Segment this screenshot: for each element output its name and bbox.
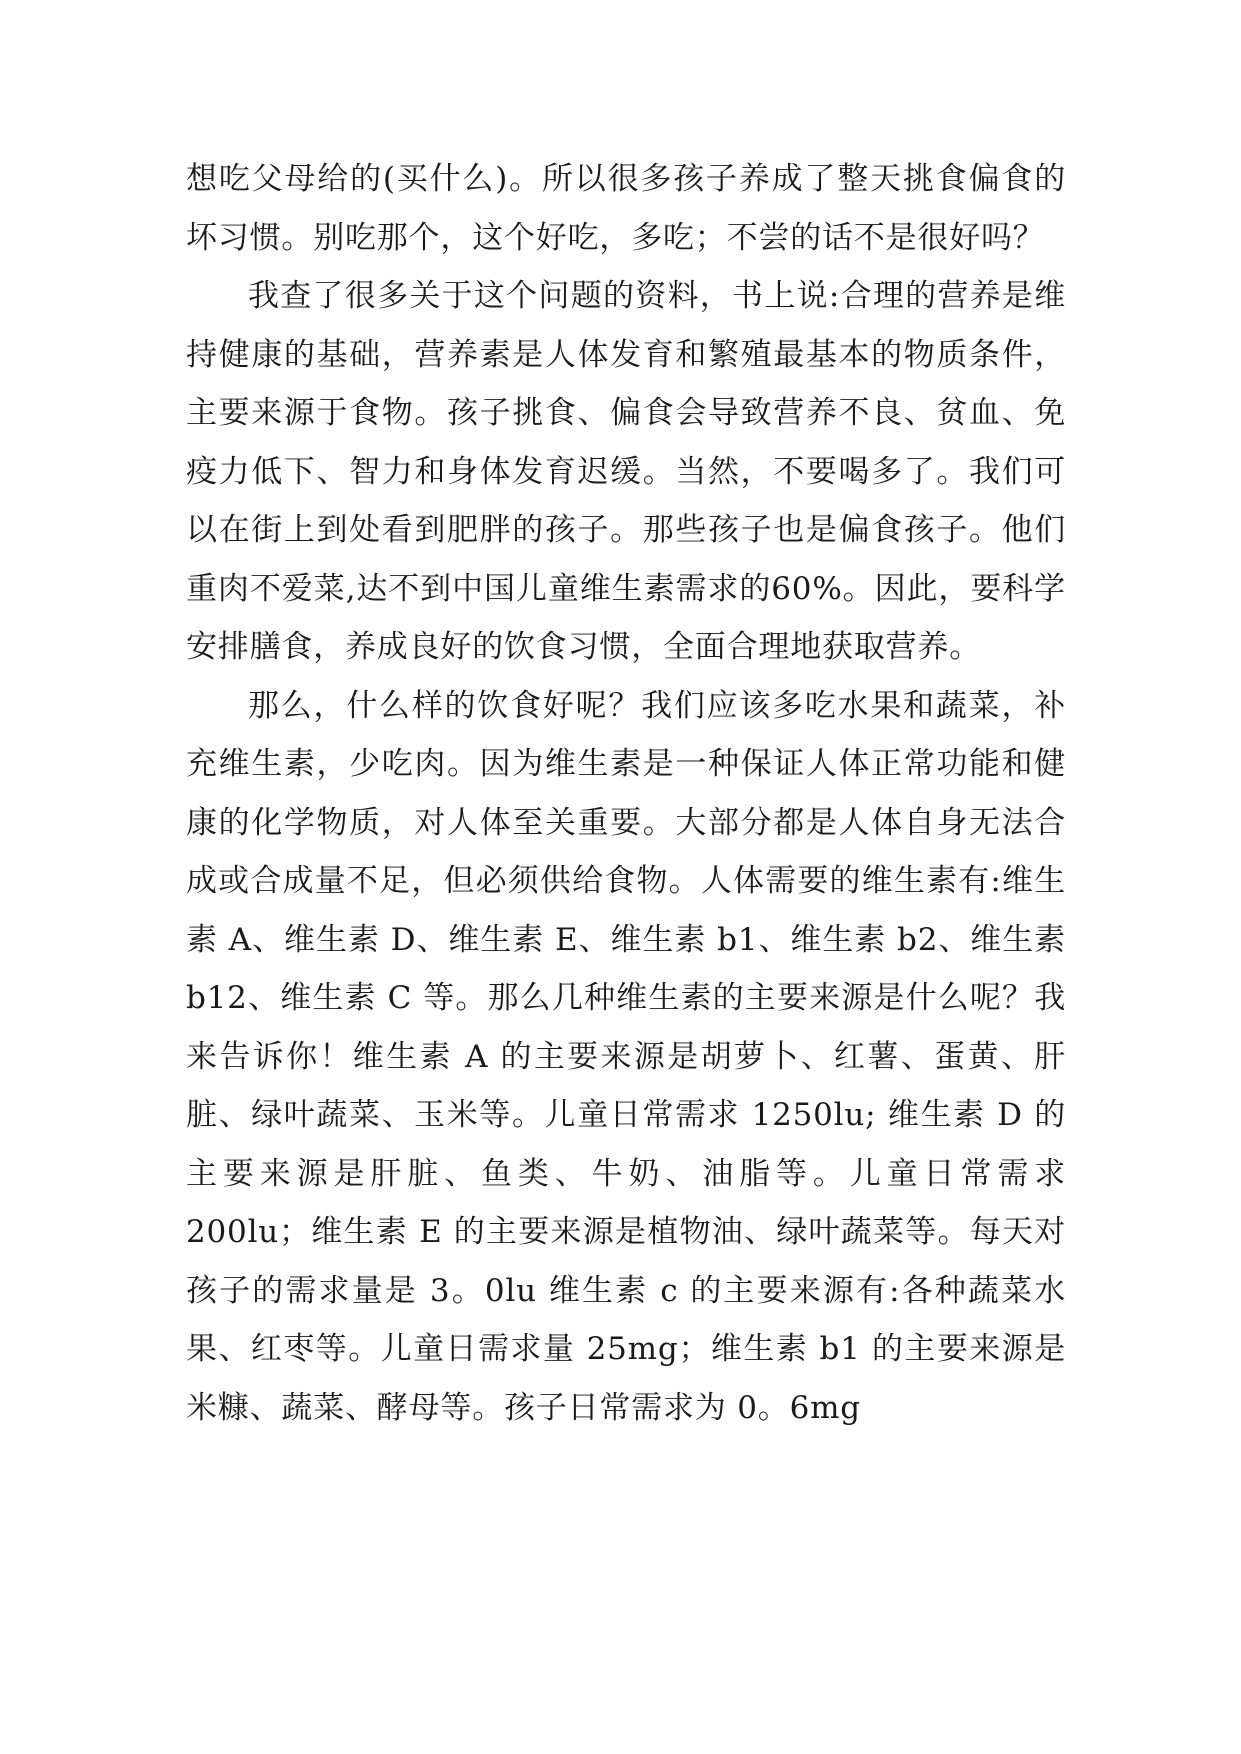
paragraph-1: 想吃父母给的(买什么)。所以很多孩子养成了整天挑食偏食的坏习惯。别吃那个，这个好吃，多吃；不尝的话不是很好吗？	[186, 161, 1066, 256]
paragraph-3: 那么，什么样的饮食好呢？我们应该多吃水果和蔬菜，补充维生素，少吃肉。因为维生素是一种保证人体正常功能和健康的化学物质，对人体至关重要。大部分都是人体自身无法合成或合成量不足，但必须供给食物。人体需要的维生素有:维生素 A、维生素 D、维生素 E、维生素 b1、维生素 b2、维生素 b12、维生素 C 等。那么几种维生素的主要来源是什么呢？我来告诉你！维生素 A 的主要来源是胡萝卜、红薯、蛋黄、肝脏、绿叶蔬菜、玉米等。儿童日常需求 1250lu; 维生素 D 的主要来源是肝脏、鱼类、牛奶、油脂等。儿童日常需求 200lu；维生素 E 的主要来源是植物油、绿叶蔬菜等。每天对孩子的需求量是 3。0lu 维生素 c 的主要来源有:各种蔬菜水果、红枣等。儿童日需求量 25mg；维生素 b1 的主要来源是米糠、蔬菜、酵母等。孩子日常需求为 0。6mg	[186, 687, 1066, 1426]
paragraph-2: 我查了很多关于这个问题的资料，书上说:合理的营养是维持健康的基础，营养素是人体发育和繁殖最基本的物质条件，主要来源于食物。孩子挑食、偏食会导致营养不良、贫血、免疫力低下、智力和身体发育迟缓。当然，不要喝多了。我们可以在街上到处看到肥胖的孩子。那些孩子也是偏食孩子。他们重肉不爱菜,达不到中国儿童维生素需求的60%。因此，要科学安排膳食，养成良好的饮食习惯，全面合理地获取营养。	[186, 278, 1066, 665]
document-body	[186, 150, 1066, 1437]
